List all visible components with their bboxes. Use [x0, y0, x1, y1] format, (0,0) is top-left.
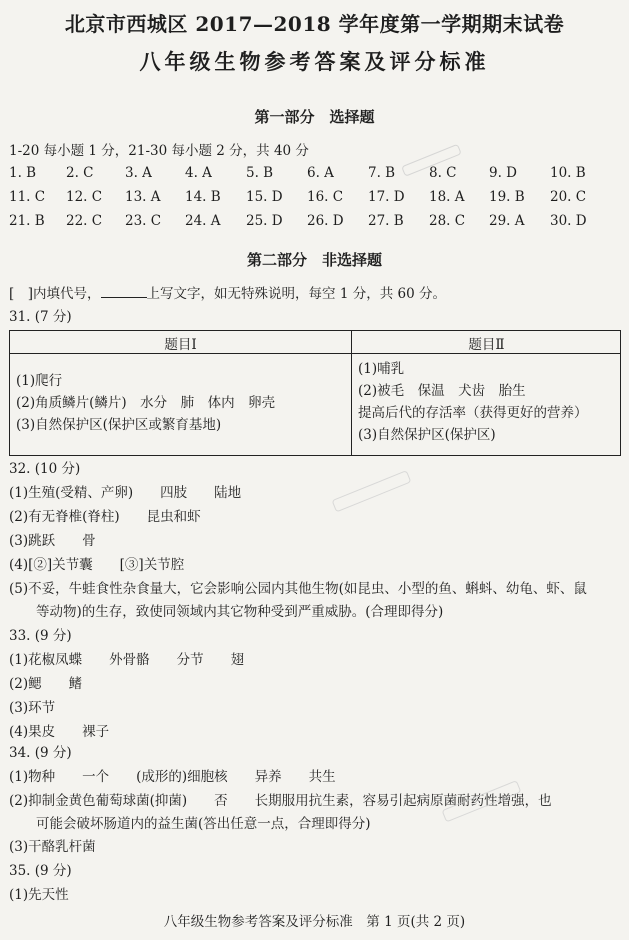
q31-label: 31. (7 分): [9, 309, 72, 325]
q32-line: (3)跳跃 骨: [9, 533, 96, 549]
answer-cell: 26. D: [307, 213, 344, 229]
answer-cell: 22. C: [66, 213, 103, 229]
q33-line: (2)鳃 鳍: [9, 676, 83, 692]
answer-cell: 20. C: [550, 189, 587, 205]
q35-line: (1)先天性: [9, 887, 69, 903]
part1-scoring: 1-20 每小题 1 分，21-30 每小题 2 分，共 40 分: [9, 143, 309, 159]
answer-row: [9, 213, 609, 233]
page-footer: 八年级生物参考答案及评分标准 第 1 页(共 2 页): [163, 914, 466, 930]
q31-col1-line: (1)爬行: [16, 373, 63, 389]
q31-col1-line: (3)自然保护区(保护区或繁育基地): [16, 417, 222, 433]
answer-grid: [9, 165, 609, 235]
answer-cell: 4. A: [185, 165, 212, 181]
q33-line: (1)花椒凤蝶 外骨骼 分节 翅: [9, 652, 245, 668]
answer-cell: 29. A: [489, 213, 525, 229]
q32-line: 等动物)的生存，致使同领域内其它物种受到严重威胁。(合理即得分): [9, 604, 444, 620]
answer-cell: 17. D: [368, 189, 405, 205]
q31-col2-header: 题目Ⅱ: [468, 337, 505, 353]
answer-cell: 19. B: [489, 189, 525, 205]
q32-line: (4)[②]关节囊 [③]关节腔: [9, 557, 185, 573]
answer-cell: 30. D: [550, 213, 587, 229]
answer-cell: 16. C: [307, 189, 344, 205]
answer-cell: 6. A: [307, 165, 334, 181]
table-divider: [351, 353, 621, 354]
q31-col2-line: (1)哺乳: [358, 361, 405, 377]
answer-cell: 24. A: [185, 213, 221, 229]
q35-label: 35. (9 分): [9, 863, 72, 879]
answer-cell: 23. C: [125, 213, 162, 229]
q34-line: (1)物种 一个 (成形的)细胞核 异养 共生: [9, 769, 336, 785]
q34-line: (3)干酪乳杆菌: [9, 839, 96, 855]
part1-heading: 第一部分 选择题: [254, 108, 375, 126]
q34-line: (2)抑制金黄色葡萄球菌(抑菌) 否 长期服用抗生素，容易引起病原菌耐药性增强，也: [9, 793, 552, 809]
q33-line: (3)环节: [9, 700, 56, 716]
answer-cell: 5. B: [246, 165, 274, 181]
instruction-suffix: 上写文字，如无特殊说明，每空 1 分，共 60 分。: [146, 286, 446, 302]
q31-col2-line: (2)被毛 保温 犬齿 胎生: [358, 383, 526, 399]
q31-col1-header: 题目Ⅰ: [164, 337, 197, 353]
answer-cell: 14. B: [185, 189, 221, 205]
instruction-prefix: [ ]内填代号，: [9, 286, 101, 302]
answer-cell: 9. D: [489, 165, 517, 181]
q32-line: (1)生殖(受精、产卵) 四肢 陆地: [9, 485, 242, 501]
answer-cell: 7. B: [368, 165, 396, 181]
document-subtitle: 八年级生物参考答案及评分标准: [139, 49, 490, 74]
answer-cell: 12. C: [66, 189, 103, 205]
q32-line: (2)有无脊椎(脊柱) 昆虫和虾: [9, 509, 201, 525]
answer-cell: 13. A: [125, 189, 161, 205]
answer-cell: 11. C: [9, 189, 46, 205]
q33-line: (4)果皮 裸子: [9, 724, 110, 740]
document-title: 北京市西城区 2017—2018 学年度第一学期期末试卷: [64, 12, 565, 36]
answer-cell: 25. D: [246, 213, 283, 229]
q31-table: [9, 330, 621, 456]
q31-col1-line: (2)角质鳞片(鳞片) 水分 肺 体内 卵壳: [16, 395, 276, 411]
table-divider: [10, 353, 351, 354]
answer-cell: 8. C: [429, 165, 457, 181]
fill-blank-line: [101, 285, 147, 298]
answer-row: [9, 165, 609, 185]
answer-cell: 3. A: [125, 165, 152, 181]
q34-line: 可能会破坏肠道内的益生菌(答出任意一点，合理即得分): [9, 816, 371, 832]
part2-heading: 第二部分 非选择题: [246, 251, 382, 269]
q33-label: 33. (9 分): [9, 628, 72, 644]
part2-instruction: [9, 284, 446, 304]
answer-row: [9, 189, 609, 209]
q34-label: 34. (9 分): [9, 745, 72, 761]
answer-cell: 27. B: [368, 213, 404, 229]
answer-cell: 10. B: [550, 165, 586, 181]
q31-col2-line: (3)自然保护区(保护区): [358, 427, 496, 443]
answer-cell: 2. C: [66, 165, 94, 181]
q32-line: (5)不妥，牛蛙食性杂食量大，它会影响公园内其他生物(如昆虫、小型的鱼、蝌蚪、幼龟、虾、鼠: [9, 581, 587, 597]
q31-col2-line: 提高后代的存活率（获得更好的营养）: [358, 405, 588, 421]
answer-cell: 15. D: [246, 189, 283, 205]
answer-cell: 18. A: [429, 189, 465, 205]
watermark-logo-icon: [329, 464, 421, 520]
answer-cell: 1. B: [9, 165, 37, 181]
answer-cell: 21. B: [9, 213, 45, 229]
q32-label: 32. (10 分): [9, 461, 81, 477]
answer-cell: 28. C: [429, 213, 466, 229]
